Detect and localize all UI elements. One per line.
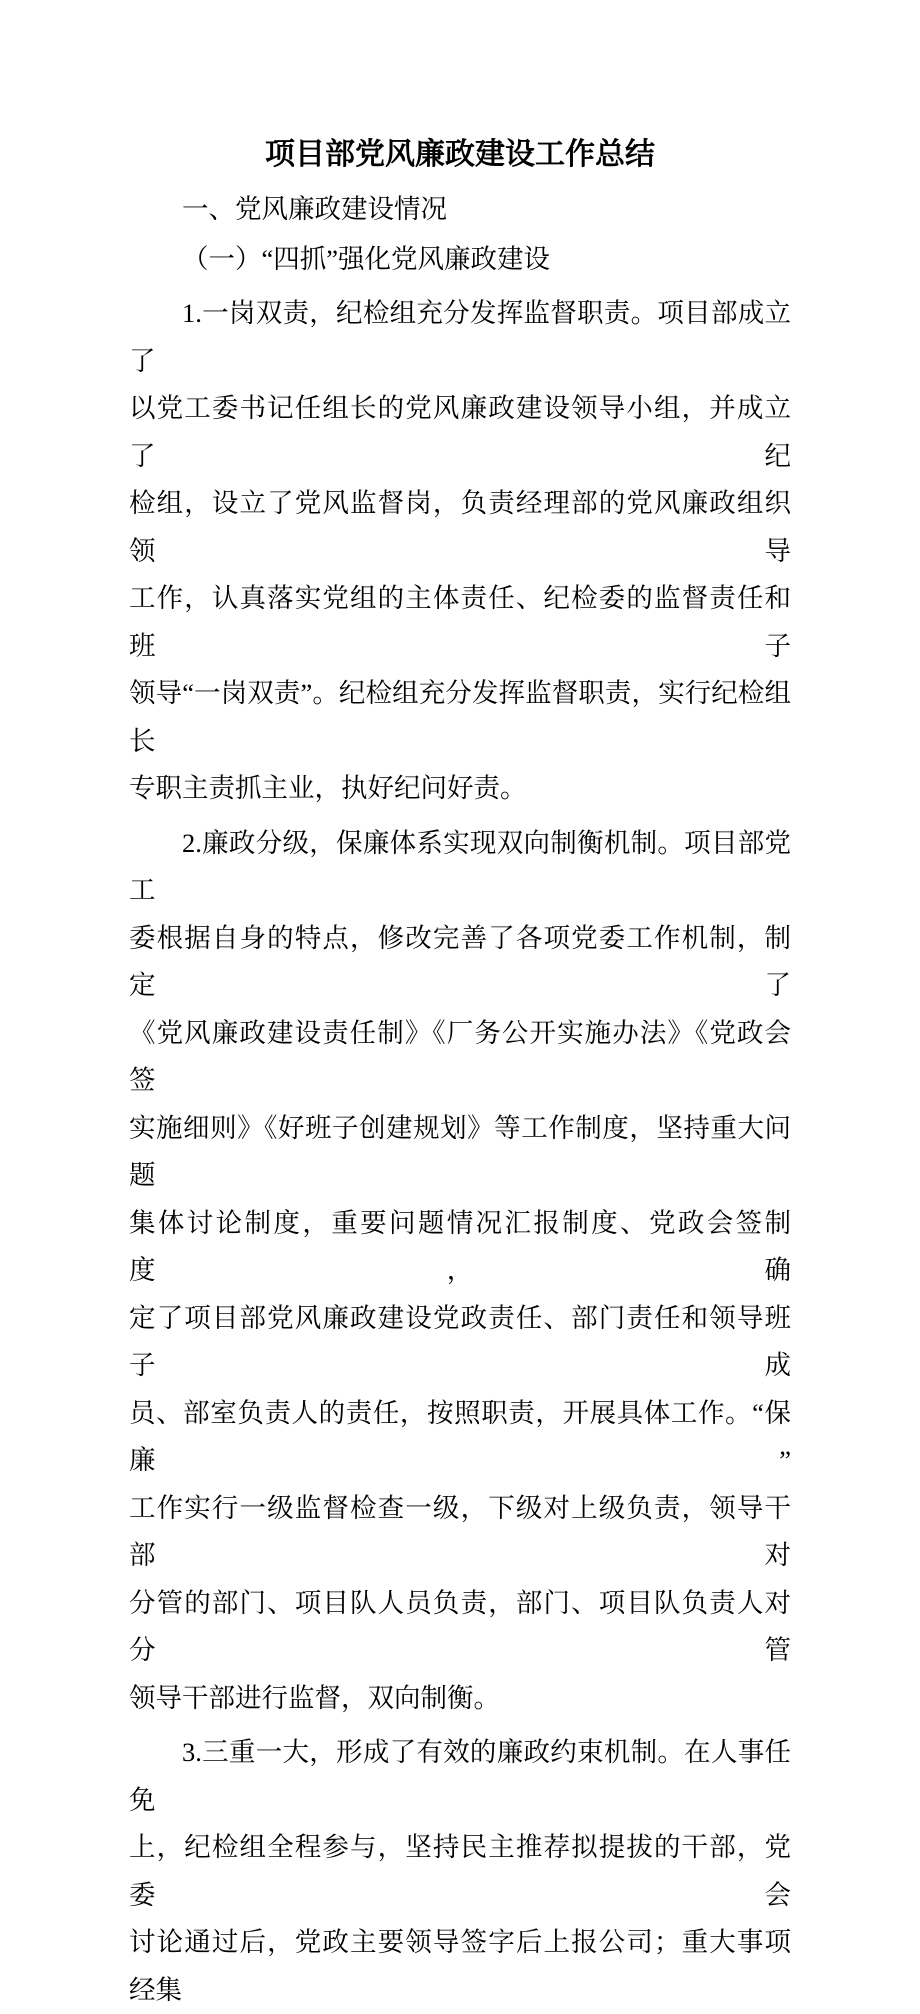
text-line: 1.一岗双责，纪检组充分发挥监督职责。项目部成立了 bbox=[129, 298, 791, 376]
text-line: 集体讨论制度，重要问题情况汇报制度、党政会签制度，确 bbox=[129, 1207, 791, 1285]
body-paragraph bbox=[129, 820, 791, 1723]
text-line: 实施细则》《好班子创建规划》等工作制度，坚持重大问题 bbox=[129, 1112, 791, 1190]
heading-paragraph bbox=[129, 186, 791, 234]
text-line: 以党工委书记任组长的党风廉政建设领导小组，并成立了纪 bbox=[129, 393, 791, 471]
text-line: 定了项目部党风廉政建设党政责任、部门责任和领导班子成 bbox=[129, 1302, 791, 1380]
body-paragraph bbox=[129, 290, 791, 813]
text-line: 员、部室负责人的责任，按照职责，开展具体工作。“保廉” bbox=[129, 1397, 791, 1475]
text-line: 2.廉政分级，保廉体系实现双向制衡机制。项目部党工 bbox=[129, 827, 791, 905]
heading-paragraph bbox=[129, 236, 791, 284]
document-title: 项目部党风廉政建设工作总结 bbox=[265, 137, 655, 172]
document-body bbox=[129, 186, 791, 2014]
text-line: 工作，认真落实党组的主体责任、纪检委的监督责任和班子 bbox=[129, 583, 791, 661]
text-line: 分管的部门、项目队人员负责，部门、项目队负责人对分管 bbox=[129, 1587, 791, 1665]
text-line: 《党风廉政建设责任制》《厂务公开实施办法》《党政会签 bbox=[129, 1017, 791, 1095]
text-line: 专职主责抓主业，执好纪问好责。 bbox=[129, 773, 527, 803]
document-page bbox=[129, 0, 791, 2014]
text-line: 委根据自身的特点，修改完善了各项党委工作机制，制定了 bbox=[129, 922, 791, 1000]
text-line: 检组，设立了党风监督岗，负责经理部的党风廉政组织领导 bbox=[129, 488, 791, 566]
text-line: （一）“四抓”强化党风廉政建设 bbox=[182, 243, 551, 274]
text-line: 领导“一岗双责”。纪检组充分发挥监督职责，实行纪检组长 bbox=[129, 678, 791, 756]
text-line: 上，纪检组全程参与，坚持民主推荐拟提拔的干部，党委会 bbox=[129, 1832, 791, 1910]
text-line: 3.三重一大，形成了有效的廉政约束机制。在人事任免 bbox=[129, 1737, 791, 1815]
body-paragraph bbox=[129, 1729, 791, 2014]
text-line: 讨论通过后，党政主要领导签字后上报公司；重大事项经集 bbox=[129, 1927, 791, 2005]
text-line: 工作实行一级监督检查一级，下级对上级负责，领导干部对 bbox=[129, 1492, 791, 1570]
text-line: 领导干部进行监督，双向制衡。 bbox=[129, 1682, 500, 1713]
text-line: 一、党风廉政建设情况 bbox=[182, 194, 447, 224]
